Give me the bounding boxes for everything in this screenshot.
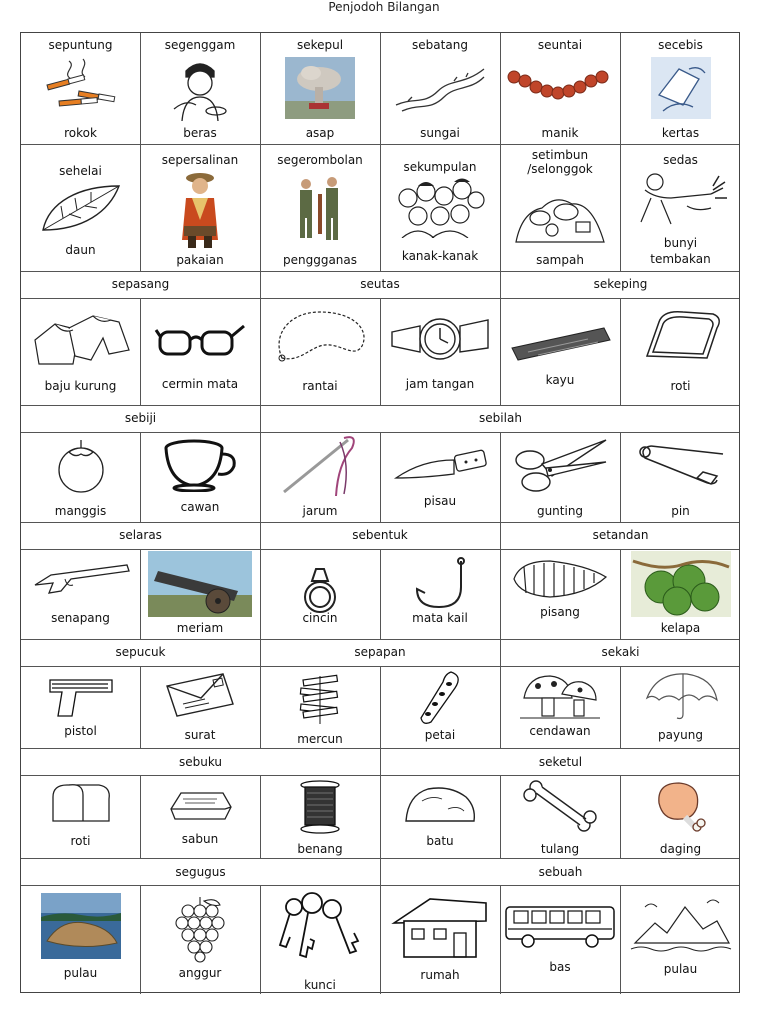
penjodoh-header: sebiji [124, 411, 157, 425]
bus-icon [504, 903, 616, 949]
mangosteen-icon [49, 436, 113, 496]
umbrella-icon [641, 670, 721, 722]
penjodoh-header: segugus [175, 865, 226, 879]
item-label: pin [671, 504, 690, 518]
cell-rantai [260, 298, 380, 405]
scissors-icon [510, 436, 610, 494]
garbage-pile-icon [512, 186, 608, 244]
item-label: asap [305, 126, 335, 140]
penjodoh-label: sedas [663, 153, 698, 167]
penjodoh-header: setandan [592, 528, 649, 542]
banana-bunch-icon [510, 555, 610, 603]
item-label: surat [184, 728, 216, 742]
item-label: cawan [180, 500, 220, 514]
item-label: senapang [51, 611, 110, 625]
penjodoh-header: sepucuk [115, 645, 166, 659]
cell-manggis [21, 432, 140, 522]
cell-setimbun [500, 144, 620, 271]
cell-daging [620, 775, 741, 858]
cannon-photo [148, 551, 252, 617]
item-label: batu [426, 834, 454, 848]
item-label: rumah [420, 968, 460, 982]
penjodoh-header: seutas [360, 277, 400, 291]
cell-tulang [500, 775, 620, 858]
river-icon [394, 61, 486, 113]
item-label: roti [670, 379, 691, 393]
firecracker-icon [295, 674, 345, 728]
cell-sehelai [21, 144, 140, 271]
item-label: kunci [304, 978, 336, 992]
penjodoh-label: sekumpulan [403, 160, 477, 174]
item-label: jarum [302, 504, 338, 518]
cigarette-icon [39, 57, 123, 113]
item-label: meriam [176, 621, 224, 635]
cell-sepersalinan [140, 144, 260, 271]
penjodoh-table [20, 32, 740, 993]
item-label: baju kurung [44, 379, 117, 393]
rock-icon [402, 783, 478, 827]
item-label: kelapa [660, 621, 701, 635]
glasses-icon [154, 320, 246, 360]
cell-kunci [260, 885, 380, 994]
cell-mata-kail [380, 549, 500, 639]
cell-jam-tangan [380, 298, 500, 405]
item-label: payung [658, 728, 703, 742]
penjodoh-header: sepapan [354, 645, 406, 659]
penjodoh-label: setimbun /selonggok [527, 148, 593, 176]
item-label: kertas [661, 126, 700, 140]
item-label: sampah [536, 253, 584, 267]
cell-pulau-gugus [21, 885, 140, 994]
petai-bean-icon [415, 670, 465, 726]
item-label: beras [183, 126, 217, 140]
item-label: sungai [420, 126, 460, 140]
penjodoh-header: seketul [538, 755, 583, 769]
cell-sedas [620, 144, 741, 271]
cell-baju-kurung [21, 298, 140, 405]
beads-photo [506, 63, 614, 107]
cell-cawan [140, 432, 260, 522]
item-label: sabun [181, 832, 219, 846]
cell-mercun [260, 666, 380, 748]
item-label: mata kail [412, 611, 468, 625]
meat-drumstick-icon [651, 779, 711, 835]
item-label: tulang [540, 842, 580, 856]
item-label: bas [549, 960, 571, 974]
penjodoh-label: sepuntung [48, 38, 113, 52]
penjodoh-label: sebatang [412, 38, 468, 52]
cup-icon [160, 438, 240, 492]
smoke-photo [285, 57, 355, 119]
item-label: cermin mata [161, 377, 239, 391]
penjodoh-header: selaras [119, 528, 162, 542]
cell-sekumpulan [380, 144, 500, 271]
wristwatch-icon [390, 312, 490, 364]
item-label: cendawan [529, 724, 591, 738]
cell-pisang [500, 549, 620, 639]
needle-photo [278, 434, 362, 498]
item-label: manggis [54, 504, 107, 518]
wood-plank-icon [508, 318, 612, 362]
paper-scrap-icon [649, 55, 713, 121]
cell-payung [620, 666, 741, 748]
item-label: penggganas [282, 253, 358, 267]
cell-pisau [380, 432, 500, 522]
cell-surat [140, 666, 260, 748]
page-title: Penjodoh Bilangan [328, 0, 440, 14]
cell-petai [380, 666, 500, 748]
cell-roti-keping [620, 298, 741, 405]
bread-loaf-icon [49, 781, 113, 827]
cell-cincin [260, 549, 380, 639]
cell-segerombolan [260, 144, 380, 271]
cell-meriam [140, 549, 260, 639]
item-label: kanak-kanak [401, 249, 479, 263]
clothes-icon [29, 310, 133, 368]
cell-cermin-mata [140, 298, 260, 405]
penjodoh-label: secebis [658, 38, 703, 52]
rebels-photo [292, 174, 348, 244]
item-label: pulau [663, 962, 698, 976]
penjodoh-header: sepasang [111, 277, 170, 291]
item-label: roti [70, 834, 91, 848]
item-label [620, 235, 741, 267]
item-label: pisang [540, 605, 580, 619]
cell-sebatang [380, 33, 500, 144]
mushroom-icon [518, 670, 602, 720]
man-in-costume-photo [172, 170, 228, 248]
penjodoh-header: sebilah [479, 411, 522, 425]
penjodoh-label: sehelai [59, 164, 102, 178]
bone-icon [522, 779, 598, 833]
cell-kayu [500, 298, 620, 405]
item-label: petai [424, 728, 456, 742]
penjodoh-label: sekepul [296, 38, 344, 52]
item-label: jam tangan [405, 377, 475, 391]
item-label: kayu [545, 373, 575, 387]
fish-hook-icon [405, 557, 475, 613]
keys-icon [272, 889, 368, 969]
penjodoh-label: seuntai [537, 38, 583, 52]
envelope-icon [163, 672, 237, 718]
item-label: gunting [536, 504, 584, 518]
item-label: daun [65, 243, 96, 257]
cell-pistol [21, 666, 140, 748]
cell-pin [620, 432, 741, 522]
coconut-photo [631, 551, 731, 617]
chain-necklace-icon [268, 306, 372, 368]
cell-pulau-buah [620, 885, 741, 994]
cell-roti-buku [21, 775, 140, 858]
soap-icon [165, 785, 235, 825]
penjodoh-header: sebuah [538, 865, 583, 879]
cell-segenggam [140, 33, 260, 144]
penjodoh-label: sepersalinan [161, 153, 239, 167]
penjodoh-header: sekaki [601, 645, 640, 659]
leaf-icon [39, 182, 123, 234]
penjodoh-header: sebentuk [352, 528, 408, 542]
pistol-icon [46, 674, 116, 720]
item-label: pulau [63, 966, 98, 980]
gunshot-soldier-icon [631, 168, 731, 226]
item-label: rokok [64, 126, 97, 140]
island-photo [41, 893, 121, 959]
cell-bas [500, 885, 620, 994]
ring-icon [298, 561, 342, 615]
cell-benang [260, 775, 380, 858]
penjodoh-header: sebuku [178, 755, 223, 769]
item-label-line: bunyi tembakan [650, 236, 711, 266]
cell-cendawan [500, 666, 620, 748]
safety-pin-icon [635, 436, 727, 490]
item-label: pisau [423, 494, 457, 508]
item-label: cincin [302, 611, 338, 625]
item-label: pistol [64, 724, 97, 738]
grapes-icon [170, 895, 230, 963]
cell-kelapa [620, 549, 741, 639]
item-label: manik [541, 126, 579, 140]
cell-sekepul [260, 33, 380, 144]
house-icon [390, 895, 490, 959]
item-label: daging [659, 842, 702, 856]
item-label: rantai [302, 379, 338, 393]
item-label: mercun [297, 732, 343, 746]
cell-seuntai [500, 33, 620, 144]
cell-secebis [620, 33, 741, 144]
thread-spool-icon [299, 779, 341, 835]
knife-icon [392, 446, 488, 482]
cell-senapang [21, 549, 140, 639]
cell-anggur [140, 885, 260, 994]
cell-sepuntung [21, 33, 140, 144]
rifle-icon [31, 561, 131, 595]
cell-sabun [140, 775, 260, 858]
item-label: pakaian [176, 253, 224, 267]
item-label: benang [297, 842, 343, 856]
penjodoh-label: segenggam [164, 38, 236, 52]
bread-slice-icon [639, 308, 723, 364]
penjodoh-label: segerombolan [277, 153, 363, 167]
cell-gunting [500, 432, 620, 522]
cell-jarum [260, 432, 380, 522]
penjodoh-header: sekeping [593, 277, 648, 291]
cell-rumah [380, 885, 500, 994]
island-sketch-icon [627, 893, 735, 957]
cell-batu [380, 775, 500, 858]
item-label: anggur [178, 966, 222, 980]
children-group-icon [394, 176, 486, 238]
man-eating-rice-icon [162, 55, 238, 121]
